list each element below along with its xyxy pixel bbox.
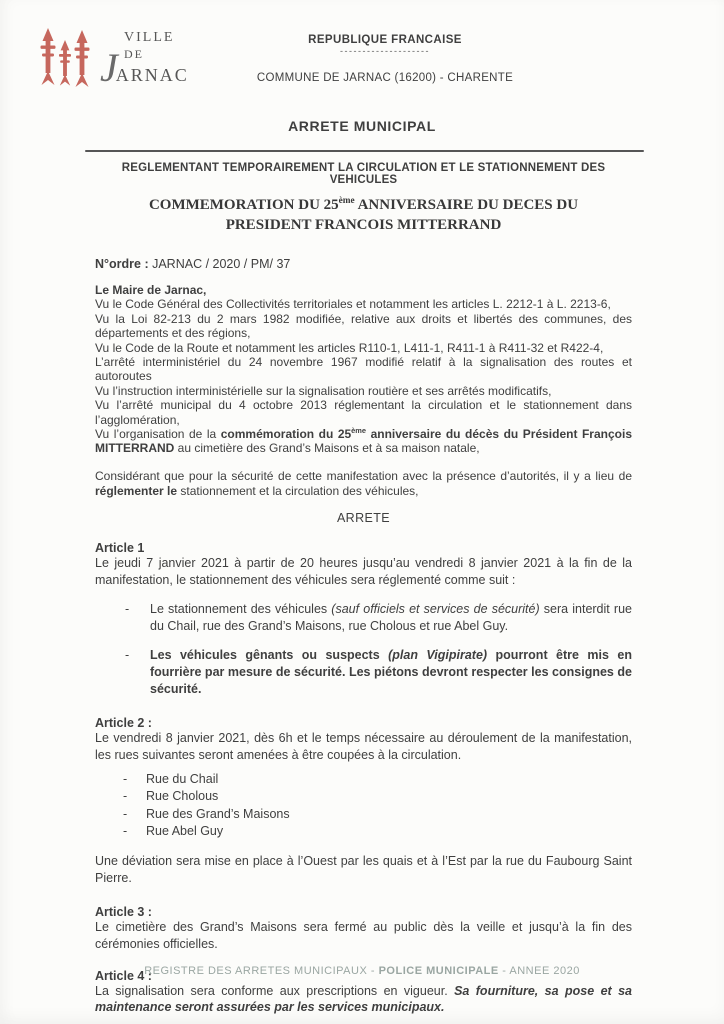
- article-2: [95, 716, 632, 886]
- article-1-bullet-2: - Les véhicules gênants ou suspects (plan Vigipirate) pourront être mis en fourrière par mesure de sécurité. Les piétons devront respecter les consignes de sécurité.: [125, 648, 632, 696]
- article-3-heading: Article 3 :: [95, 905, 152, 920]
- commemoration-title: COMMEMORATION DU 25ème ANNIVERSAIRE DU DECES DU PRESIDENT FRANCOIS MITTERRAND: [148, 196, 579, 233]
- considering-paragraph: Considérant que pour la sécurité de cette manifestation avec la présence d’autorités, il y a lieu de réglementer le stationnement et la circulation des véhicules,: [95, 468, 632, 499]
- logo-de: DE: [124, 47, 144, 61]
- deviation-paragraph: Une déviation sera mise en place à l’Ouest par les quais et à l’Est par la rue du Faubourg Saint Pierre.: [95, 854, 632, 885]
- bullet-dash: -: [123, 789, 128, 804]
- commune-line: COMMUNE DE JARNAC (16200) - CHARENTE: [256, 72, 514, 84]
- street-item: - Rue du Chail: [123, 771, 219, 786]
- header-center-block: [240, 34, 530, 84]
- logo-arnac: ARNAC: [115, 65, 189, 85]
- register-footer: REGISTRE DES ARRETES MUNICIPAUX - POLICE MUNICIPALE - ANNEE 2020: [144, 965, 580, 977]
- recital-code-collectivites: Vu le Code Général des Collectivités territoriales et notamment les articles L. 2212-1 à L. 2213-6,: [95, 297, 611, 312]
- recital-arrete-1967: L’arrêté interministériel du 24 novembre 1967 modifié relatif à la signalisation des routes et autoroutes: [95, 354, 632, 384]
- three-fish-icon: [38, 24, 98, 94]
- republic-line: REPUBLIQUE FRANCAISE: [308, 34, 462, 46]
- document-body: [95, 162, 632, 1016]
- bullet-dash: -: [123, 806, 128, 821]
- article-1-heading: Article 1: [95, 540, 145, 555]
- recital-loi-82-213: Vu la Loi 82-213 du 2 mars 1982 modifiée, relative aux droits et libertés des communes, des départements et des régions,: [95, 311, 632, 341]
- recitals-block: [95, 283, 632, 456]
- street-item: - Rue Abel Guy: [123, 824, 224, 839]
- bullet-dash: -: [125, 648, 130, 663]
- bullet-dash: -: [123, 824, 128, 839]
- recital-organisation: Vu l’organisation de la commémoration du 25ème anniversaire du décès du Président François MITTERRAND au cimetière des Grand’s Maisons et à sa maison natale,: [95, 425, 632, 456]
- arrete-label: ARRETE: [336, 510, 391, 525]
- bullet-dash: -: [123, 771, 128, 786]
- title-rule: [85, 150, 644, 152]
- logo-initial-j: J: [100, 45, 118, 90]
- article-2-heading: Article 2 :: [95, 716, 152, 731]
- recital-maire: Le Maire de Jarnac,: [95, 283, 207, 297]
- order-number-line: N°ordre : JARNAC / 2020 / PM/ 37: [95, 257, 291, 271]
- jarnac-logo: [38, 24, 189, 94]
- logo-jarnac: [100, 45, 189, 90]
- street-list: [95, 772, 632, 841]
- regulation-subtitle: REGLEMENTANT TEMPORAIREMENT LA CIRCULATION ET LE STATIONNEMENT DES VEHICULES: [121, 162, 606, 186]
- article-4-body: La signalisation sera conforme aux prescriptions en vigueur. Sa fourniture, sa pose et sa maintenance seront assurées par les services municipaux.: [95, 983, 632, 1015]
- document-title: ARRETE MUNICIPAL: [288, 118, 436, 134]
- dashed-separator: --------------------: [340, 46, 430, 56]
- bullet-dash: -: [125, 602, 130, 617]
- article-1-intro: Le jeudi 7 janvier 2021 à partir de 20 heures jusqu’au vendredi 8 janvier 2021 à la fin de la manifestation, le stationnement des véhicules sera réglementé comme suit :: [95, 555, 632, 587]
- article-4-heading: Article 4 :: [95, 968, 152, 983]
- logo-wordmark: [100, 30, 189, 88]
- article-1: [95, 541, 632, 697]
- street-item: - Rue des Grand’s Maisons: [123, 806, 290, 821]
- recital-instruction: Vu l’instruction interministérielle sur la signalisation routière et ses arrêtés modificatifs,: [95, 383, 552, 398]
- article-1-bullet-1: - Le stationnement des véhicules (sauf officiels et services de sécurité) sera interdit rue du Chail, rue des Grand’s Maisons, rue Cholous et rue Abel Guy.: [125, 602, 632, 633]
- recital-arrete-2013: Vu l’arrêté municipal du 4 octobre 2013 réglementant la circulation et le stationnement dans l’agglomération,: [95, 398, 632, 427]
- article-2-intro: Le vendredi 8 janvier 2021, dès 6h et le temps nécessaire au déroulement de la manifestation, les rues suivantes seront amenées à être coupées à la circulation.: [95, 731, 632, 762]
- street-item: - Rue Cholous: [123, 789, 219, 804]
- article-3: [95, 905, 632, 952]
- article-3-body: Le cimetière des Grand’s Maisons sera fermé au public dès la veille et jusqu’à la fin des cérémonies officielles.: [95, 920, 632, 951]
- logo-ville: VILLE: [124, 30, 175, 45]
- recital-code-route: Vu le Code de la Route et notamment les articles R110-1, L411-1, R411-1 à R411-32 et R422-4,: [95, 340, 604, 355]
